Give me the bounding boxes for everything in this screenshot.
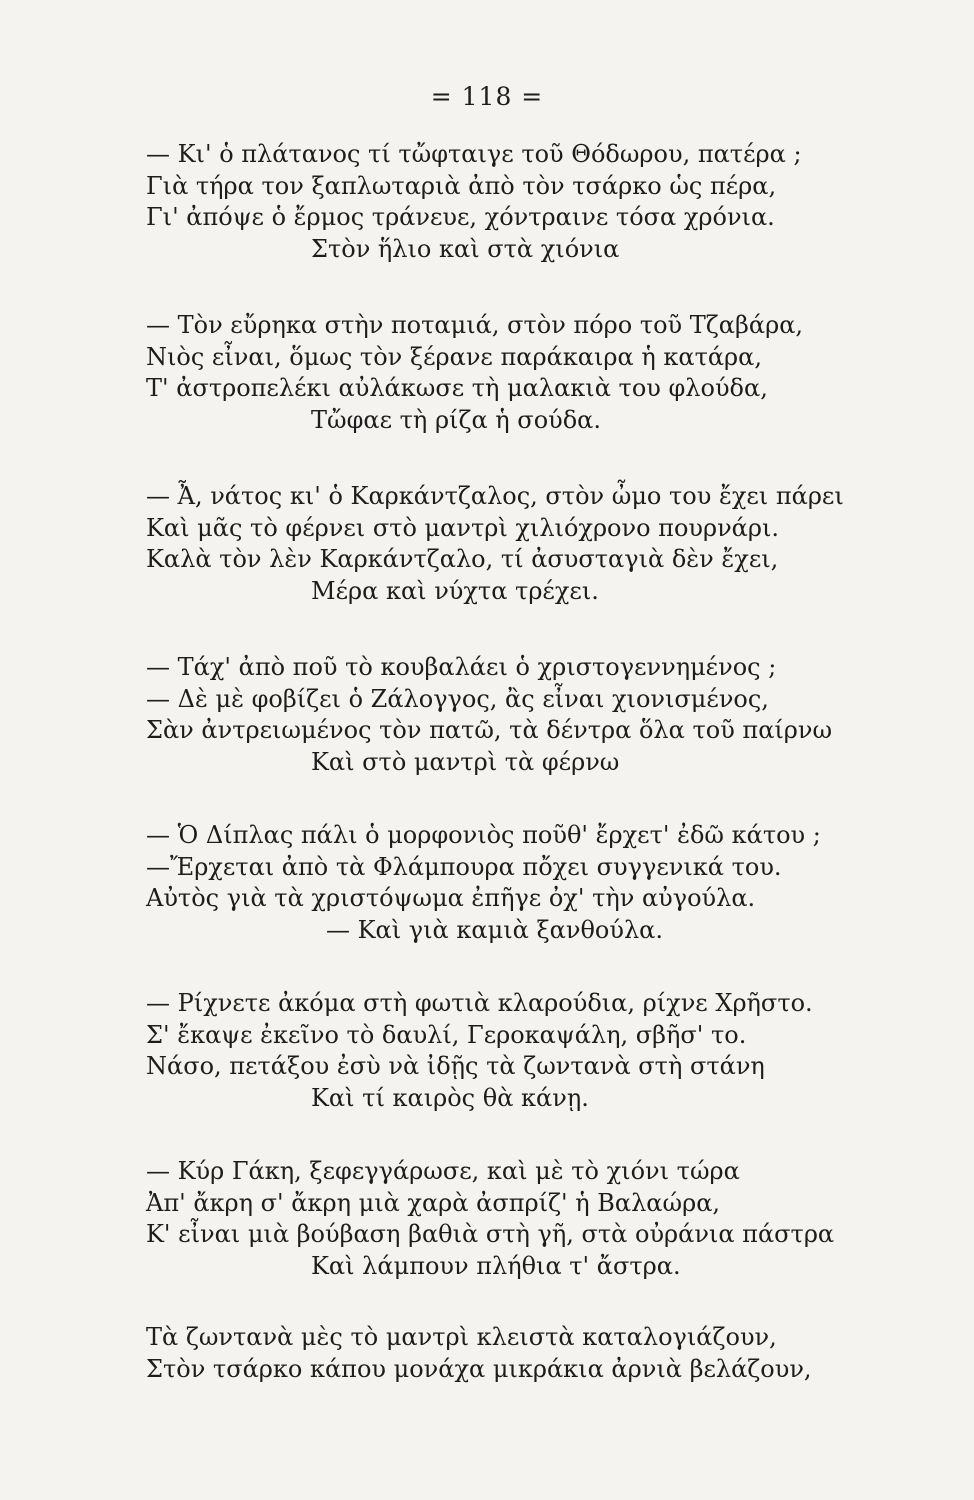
verse-line: — Ρίχνετε ἀκόμα στὴ φωτιὰ κλαρούδια, ρίχνε Χρῆστο. xyxy=(146,989,813,1017)
verse-refrain-line: Καὶ στὸ μαντρὶ τὰ φέρνω xyxy=(311,747,620,776)
verse-refrain-line: — Καὶ γιὰ καμιὰ ξανθούλα. xyxy=(326,915,663,944)
stanza-4 xyxy=(146,652,906,778)
verse-line: — Κι' ὁ πλάτανος τί τὤφταιγε τοῦ Θόδωρου, πατέρα ; xyxy=(146,140,802,168)
stanza-1 xyxy=(146,139,906,265)
verse-line: — Τὸν εὔρηκα στὴν ποταμιά, στὸν πόρο τοῦ Τζαβάρα, xyxy=(146,311,804,339)
verse-line: Αὐτὸς γιὰ τὰ χριστόψωμα ἐπῆγε ὀχ' τὴν αὐγούλα. xyxy=(146,884,756,913)
verse-line: Σ' ἔκαψε ἐκεῖνο τὸ δαυλί, Γεροκαψάλη, σβῆσ' το. xyxy=(146,1020,747,1049)
verse-line: — Ὁ Δίπλας πάλι ὁ μορφονιὸς ποῦθ' ἔρχετ' ἐδῶ κάτου ; xyxy=(146,821,821,849)
verse-line: Τ' ἀστροπελέκι αὐλάκωσε τὴ μαλακιὰ του φλούδα, xyxy=(146,374,768,403)
verse-line: Γι' ἀπόψε ὁ ἔρμος τράνευε, χόντραινε τόσα χρόνια. xyxy=(146,203,775,232)
stanza-5 xyxy=(146,820,906,946)
page-number: = 118 = xyxy=(430,82,544,111)
verse-line: Σὰν ἀντρειωμένος τὸν πατῶ, τὰ δέντρα ὅλα τοῦ παίρνω xyxy=(146,716,833,745)
stanza-2 xyxy=(146,310,906,436)
verse-refrain-line: Τὤφαε τὴ ρίζα ἡ σούδα. xyxy=(311,405,602,434)
verse-refrain-line: Καὶ τί καιρὸς θὰ κάνῃ. xyxy=(311,1083,589,1112)
stanza-3 xyxy=(146,481,906,607)
verse-line: —Ἔρχεται ἀπὸ τὰ Φλάμπουρα πὄχει συγγενικά του. xyxy=(146,852,782,881)
verse-refrain-line: Μέρα καὶ νύχτα τρέχει. xyxy=(311,576,599,605)
verse-line: Ἀπ' ἄκρη σ' ἄκρη μιὰ χαρὰ ἀσπρίζ' ἡ Βαλαώρα, xyxy=(146,1188,721,1217)
verse-line: Στὸν τσάρκο κάπου μονάχα μικράκια ἀρνιὰ βελάζουν, xyxy=(146,1354,812,1383)
verse-line: — Τάχ' ἀπὸ ποῦ τὸ κουβαλάει ὁ χριστογεννημένος ; xyxy=(146,653,777,681)
verse-line: — Κύρ Γάκη, ξεφεγγάρωσε, καὶ μὲ τὸ χιόνι τώρα xyxy=(146,1157,740,1185)
verse-line: — Ἆ, νάτος κι' ὁ Καρκάντζαλος, στὸν ὦμο του ἔχει πάρει xyxy=(146,482,844,510)
verse-line: — Δὲ μὲ φοβίζει ὁ Ζάλογγος, ἂς εἶναι χιονισμένος, xyxy=(146,684,769,713)
verse-line: Καὶ μᾶς τὸ φέρνει στὸ μαντρὶ χιλιόχρονο πουρνάρι. xyxy=(146,513,780,542)
stanza-7 xyxy=(146,1156,906,1282)
verse-line: Καλὰ τὸν λὲν Καρκάντζαλο, τί ἀσυσταγιὰ δὲν ἔχει, xyxy=(146,545,779,574)
verse-line: Νάσο, πετάξου ἐσὺ νὰ ἰδῇς τὰ ζωντανὰ στὴ στάνη xyxy=(146,1052,765,1081)
verse-line: Τὰ ζωντανὰ μὲς τὸ μαντρὶ κλειστὰ καταλογιάζουν, xyxy=(146,1323,777,1351)
verse-line: Κ' εἶναι μιὰ βούβαση βαθιὰ στὴ γῆ, στὰ οὐράνια πάστρα xyxy=(146,1220,835,1249)
stanza-6 xyxy=(146,988,906,1114)
stanza-8 xyxy=(146,1322,906,1385)
verse-refrain-line: Καὶ λάμπουν πλήθια τ' ἄστρα. xyxy=(311,1251,681,1280)
verse-line: Νιὸς εἶναι, ὅμως τὸν ξέρανε παράκαιρα ἡ κατάρα, xyxy=(146,342,762,371)
verse-refrain-line: Στὸν ἥλιο καὶ στὰ χιόνια xyxy=(311,234,620,263)
verse-line: Γιὰ τήρα τον ξαπλωταριὰ ἀπὸ τὸν τσάρκο ὡς πέρα, xyxy=(146,171,777,200)
